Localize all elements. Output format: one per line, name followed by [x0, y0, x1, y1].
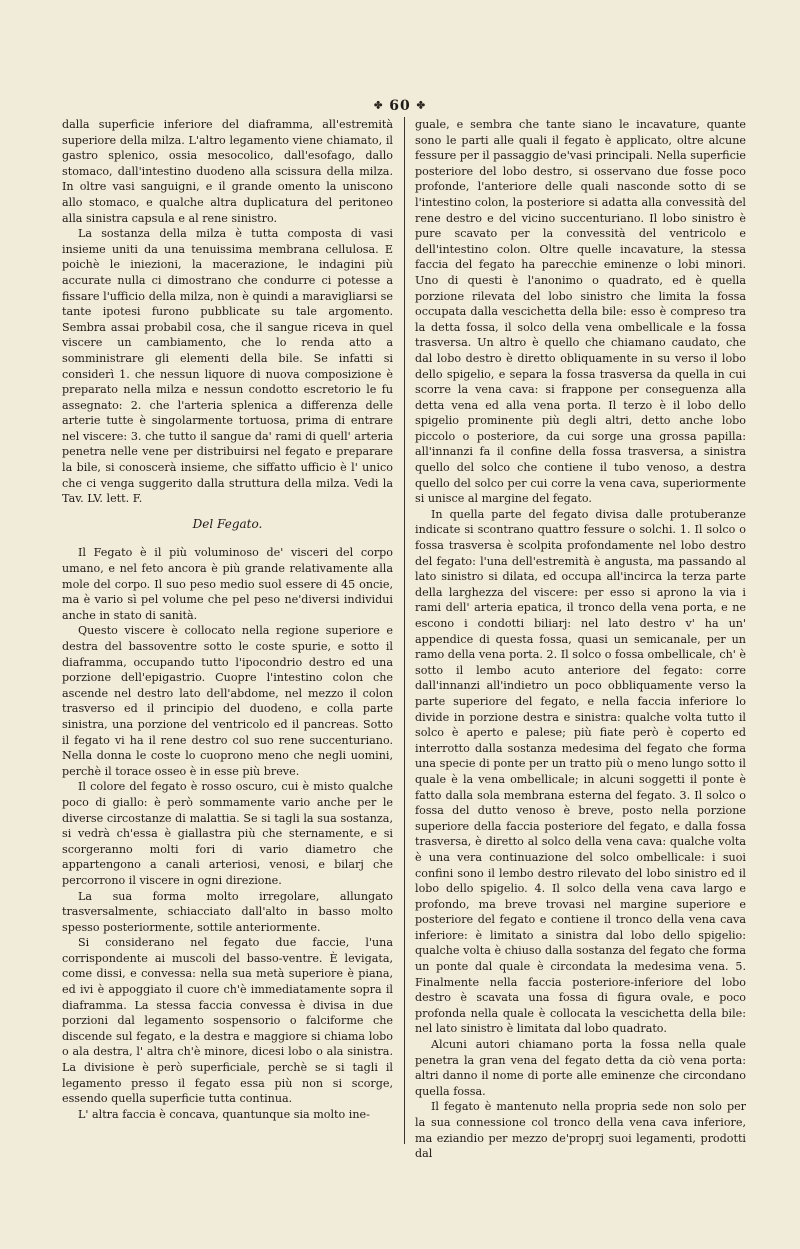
paragraph: Il Fegato è il più voluminoso de' visceri del corpo umano, e nel feto ancora è più grande relativamente alla mole del corpo. Il suo peso medio suol essere di 45 oncie, ma è vario sì pel volume che pel peso ne'diversi individui anche in stato di sanità.: [62, 546, 393, 622]
page-number: [0, 98, 800, 114]
left-column: [62, 117, 393, 1122]
paragraph: guale, e sembra che tante siano le incavature, quante sono le parti alle quali il fegato è applicato, oltre alcune fessure per il passaggio de'vasi principali. Nella superficie posteriore del lobo destro, si osservano due fosse poco profonde, l'anteriore delle quali nasconde sotto di se l'intestino colon, la posteriore si adatta alla convessità del rene destro e del vicino succenturiano. Il lobo sinistro è pure scavato per la convessità del ventricolo e dell'intestino colon. Oltre quelle incavature, la stessa faccia del fegato ha parecchie eminenze o lobi minori. Uno di questi è l'anonimo o quadrato, ed è quella porzione rilevata del lobo sinistro che limita la fossa occupata dalla vescichetta della bile: esso è compreso tra la detta fossa, il solco della vena ombellicale e la fossa trasversa. Un altro è quello che chiamano caudato, che dal lobo destro è diretto obliquamente in su verso il lobo dello spigelio, e separa la fossa trasversa da quella in cui scorre la vena cava: si frappone per conseguenza alla detta vena ed alla vena porta. Il terzo è il lobo dello spigelio prominente più degli altri, detto anche lobo piccolo o posteriore, da cui sorge una grossa papilla: all'innanzi fa il confine della fossa trasversa, a sinistra quello del solco che contiene il tubo venoso, a destra quello del solco per cui corre la vena cava, superiormente si unisce al margine del fegato.: [415, 118, 746, 506]
paragraph: Il colore del fegato è rosso oscuro, cui è misto qualche poco di giallo: è però sommamente vario anche per le diverse circostanze di malattia. Se si tagli la sua sostanza, si vedrà ch'essa è giallastra più che sternamente, e si scorgeranno molti fori di vario diametro che appartengono a canali arteriosi, venosi, e bilarj che percorrono il viscere in ogni direzione.: [62, 780, 393, 887]
paragraph: Si considerano nel fegato due faccie, l'una corrispondente ai muscoli del basso-ventre. È levigata, come dissi, e convessa: nella sua metà superiore è piana, ed ivi è appoggiato il cuore ch'è immediatamente sopra il diaframma. La stessa faccia convessa è divisa in due porzioni dal legamento sospensorio o falciforme che discende sul fegato, e la destra e maggiore si chiama lobo o ala destra, l' altra ch'è minore, dicesi lobo o ala sinistra. La divisione è però superficiale, perchè se si tagli il legamento presso il fegato essa più non si scorge, essendo quella superficie tutta continua.: [62, 936, 393, 1106]
ornament-right-icon: ✤: [416, 100, 426, 112]
section-heading: Del Fegato.: [192, 516, 263, 531]
paragraph: Il fegato è mantenuto nella propria sede non solo per la sua connessione col tronco della vena cava inferiore, ma eziandio per mezzo de'proprj suoi legamenti, prodotti dal: [415, 1100, 746, 1161]
column-divider: [404, 117, 405, 1144]
paragraph: Questo viscere è collocato nella regione superiore e destra del bassoventre sotto le coste spurie, e sotto il diaframma, occupando tutto l'ipocondrio destro ed una porzione dell'epigastrio. Cuopre l'intestino colon che ascende nel destro lato dell'abdome, nel mezzo il colon trasverso ed il principio del duodeno, e colla parte sinistra, una porzione del ventricolo ed il pancreas. Sotto il fegato vi ha il rene destro col suo rene succenturiano. Nella donna le coste lo cuoprono meno che negli uomini, perchè il torace osseo è in esse più breve.: [62, 624, 393, 778]
paragraph: Alcuni autori chiamano porta la fossa nella quale penetra la gran vena del fegato detta da ciò vena porta: altri danno il nome di porte alle eminenze che circondano quella fossa.: [415, 1038, 746, 1098]
ornament-left-icon: ✤: [373, 100, 384, 112]
right-column: [415, 117, 746, 1162]
paragraph: L' altra faccia è concava, quantunque sia molto ine-: [78, 1107, 370, 1121]
page-number-value: 60: [389, 98, 411, 114]
paragraph: La sostanza della milza è tutta composta di vasi insieme uniti da una tenuissima membrana cellulosa. E poichè le iniezioni, la macerazione, le indagini più accurate nulla ci dimostrano che condurre ci potesse a fissare l'ufficio della milza, non è quindi a maravigliarsi se tante ipotesi furono pubblicate su tale argomento. Sembra assai probabil cosa, che il sangue riceva in quel viscere un cambiamento, che lo renda atto a somministrare gli elementi della bile. Se infatti si considerì 1. che nessun liquore di nuova composizione è preparato nella milza e nessun condotto escretorio le fu assegnato: 2. che l'arteria splenica a differenza delle arterie tutte è singolarmente tortuosa, prima di entrare nel viscere: 3. che tutto il sangue da' rami di quell' arteria penetra nelle vene per distribuirsi nel fegato e preparare la bile, si conoscerà insieme, che siffatto ufficio è l' unico che ci venga suggerito dalla struttura della milza. Vedi la Tav. LV. lett. F.: [62, 227, 393, 506]
paragraph: dalla superficie inferiore del diaframma, all'estremità superiore della milza. L'altro legamento viene chiamato, il gastro splenico, ossia mesocolico, dall'esofago, dallo stomaco, dall'intestino duodeno alla scissura della milza. In oltre vasi sanguigni, e il grande omento la uniscono allo stomaco, e qualche altra duplicatura del peritoneo alla sinistra capsula e al rene sinistro.: [62, 118, 393, 225]
paragraph: La sua forma molto irregolare, allungato trasversalmente, schiacciato dall'alto in basso molto spesso posteriormente, sottile anteriormente.: [62, 889, 393, 934]
paragraph: In quella parte del fegato divisa dalle protuberanze indicate si scontrano quattro fessure o solchi. 1. Il solco o fossa trasversa è scolpita profondamente nel lobo destro del fegato: l'una dell'estremità è angusta, ma passando al lato sinistro si dilata, ed occupa all'incirca la terza parte della larghezza del viscere: per esso si aprono la via i rami dell' arteria epatica, il tronco della vena porta, e ne escono i condotti biliarj: nel lato destro v' ha un' appendice di questa fossa, quasi un semicanale, per un ramo della vena porta. 2. Il solco o fossa ombellicale, ch' è sotto il lembo acuto anteriore del fegato: corre dall'innanzi all'indietro un poco obbliquamente verso la parte superiore del fegato, e nella faccia inferiore lo divide in porzione destra e sinistra: qualche volta tutto il solco è aperto e palese; più fiate però è coperto ed interrotto dalla sostanza medesima del fegato che forma una specie di ponte per un tratto più o meno lungo sotto il quale è la vena ombellicale; in alcuni soggetti il ponte è fatto dalla sola membrana esterna del fegato. 3. Il solco o fossa del dutto venoso è breve, posto nella porzione superiore della faccia posteriore del fegato, e dalla fossa trasversa, è diretto al solco della vena cava: qualche volta è una vera continuazione del solco ombellicale: i suoi confini sono il lembo destro rilevato del lobo sinistro ed il lobo dello spigelio. 4. Il solco della vena cava largo e profondo, ma breve trovasi nel margine superiore e posteriore del fegato e contiene il tronco della vena cava inferiore: è limitato a sinistra dal lobo dello spigelio: qualche volta è chiuso dalla sostanza del fegato che forma un ponte dal quale è circondata la medesima vena. 5. Finalmente nella faccia posteriore-inferiore del lobo destro è scavata una fossa di figura ovale, e poco profonda nella quale è collocata la vescichetta della bile: nel lato sinistro è limitata dal lobo quadrato.: [415, 507, 746, 1036]
